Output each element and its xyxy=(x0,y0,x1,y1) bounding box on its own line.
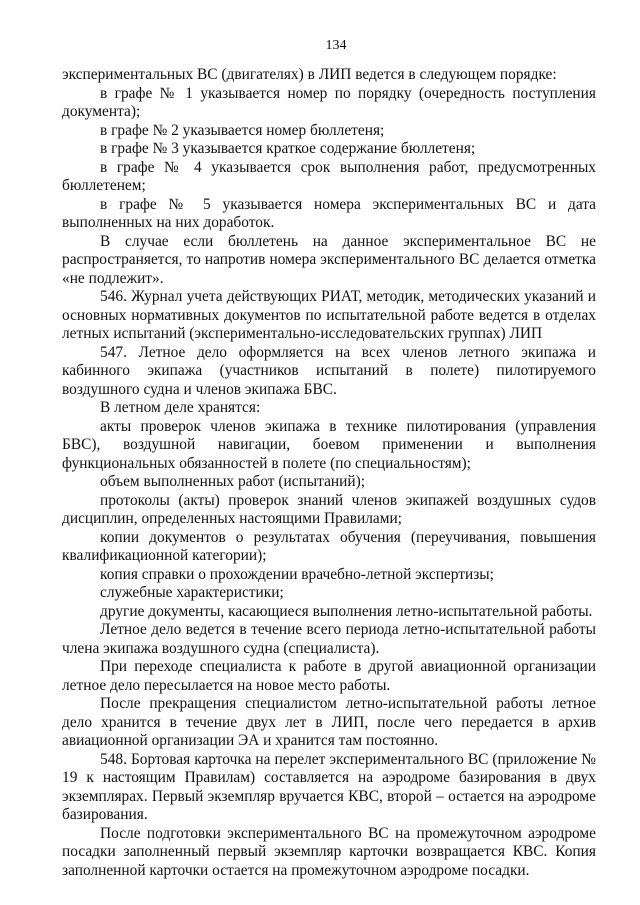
paragraph: протоколы (акты) проверок знаний членов экипажей воздушных судов дисциплин, определенных настоящими Правилами; xyxy=(62,491,596,527)
paragraph: в графе № 2 указывается номер бюллетеня; xyxy=(100,121,385,139)
paragraph: 546. Журнал учета действующих РИАТ, методик, методических указаний и основных нормативных документов по испытательной работе ведется в отделах летных испытаний (экспериментально-исследовательских группах) ЛИП xyxy=(62,288,596,342)
paragraph: Летное дело ведется в течение всего периода летно-испытательной работы члена экипажа воздушного судна (специалиста). xyxy=(62,621,596,657)
paragraph: в графе № 4 указывается срок выполнения работ, предусмотренных бюллетенем; xyxy=(62,158,596,194)
paragraph: 547. Летное дело оформляется на всех членов летного экипажа и кабинного экипажа (участников испытаний в полете) пилотируемого воздушного судна и членов экипажа БВС. xyxy=(62,343,596,398)
paragraph: В летном деле хранятся: xyxy=(100,399,261,416)
paragraph: При переходе специалиста к работе в другой авиационной организации летное дело пересылается на новое место работы. xyxy=(62,658,596,694)
paragraph: экспериментальных ВС (двигателях) в ЛИП ведется в следующем порядке: xyxy=(62,66,557,83)
paragraph: акты проверок членов экипажа в технике пилотирования (управления БВС), воздушной навигации, боевом применении и выполнения функциональных обязанностей в полете (по специальностям); xyxy=(62,417,596,472)
paragraph: 548. Бортовая карточка на перелет экспериментального ВС (приложение № 19 к настоящим Правилам) составляется на аэродроме базирования в двух экземплярах. Первый экземпляр вручается КВС, второй – остается на аэродроме базирования. xyxy=(62,750,596,823)
paragraph: объем выполненных работ (испытаний); xyxy=(100,473,366,490)
paragraph: копия справки о прохождении врачебно-летной экспертизы; xyxy=(100,565,494,583)
paragraph: копии документов о результатах обучения (переучивания, повышения квалификационной категории); xyxy=(62,528,596,564)
paragraph: служебные характеристики; xyxy=(100,584,284,601)
page-number: 134 xyxy=(325,38,347,53)
paragraph: В случае если бюллетень на данное экспериментальное ВС не распространяется, то напротив номера экспериментального ВС делается отметка «не подлежит». xyxy=(62,232,596,287)
document-body xyxy=(62,66,596,880)
paragraph: в графе № 1 указывается номер по порядку (очередность поступления документа); xyxy=(62,84,596,120)
paragraph: другие документы, касающиеся выполнения летно-испытательной работы. xyxy=(100,602,593,620)
paragraph: После подготовки экспериментального ВС на промежуточном аэродроме посадки заполненный первый экземпляр карточки возвращается КВС. Копия заполненной карточки остается на промежуточном аэродроме посадки. xyxy=(62,824,596,879)
paragraph: в графе № 5 указывается номера экспериментальных ВС и дата выполненных на них доработок. xyxy=(62,195,596,231)
paragraph: После прекращения специалистом летно-испытательной работы летное дело хранится в течение двух лет в ЛИП, после чего передается в архив авиационной организации ЭА и хранится там постоянно. xyxy=(62,695,596,749)
paragraph: в графе № 3 указывается краткое содержание бюллетеня; xyxy=(100,140,476,157)
